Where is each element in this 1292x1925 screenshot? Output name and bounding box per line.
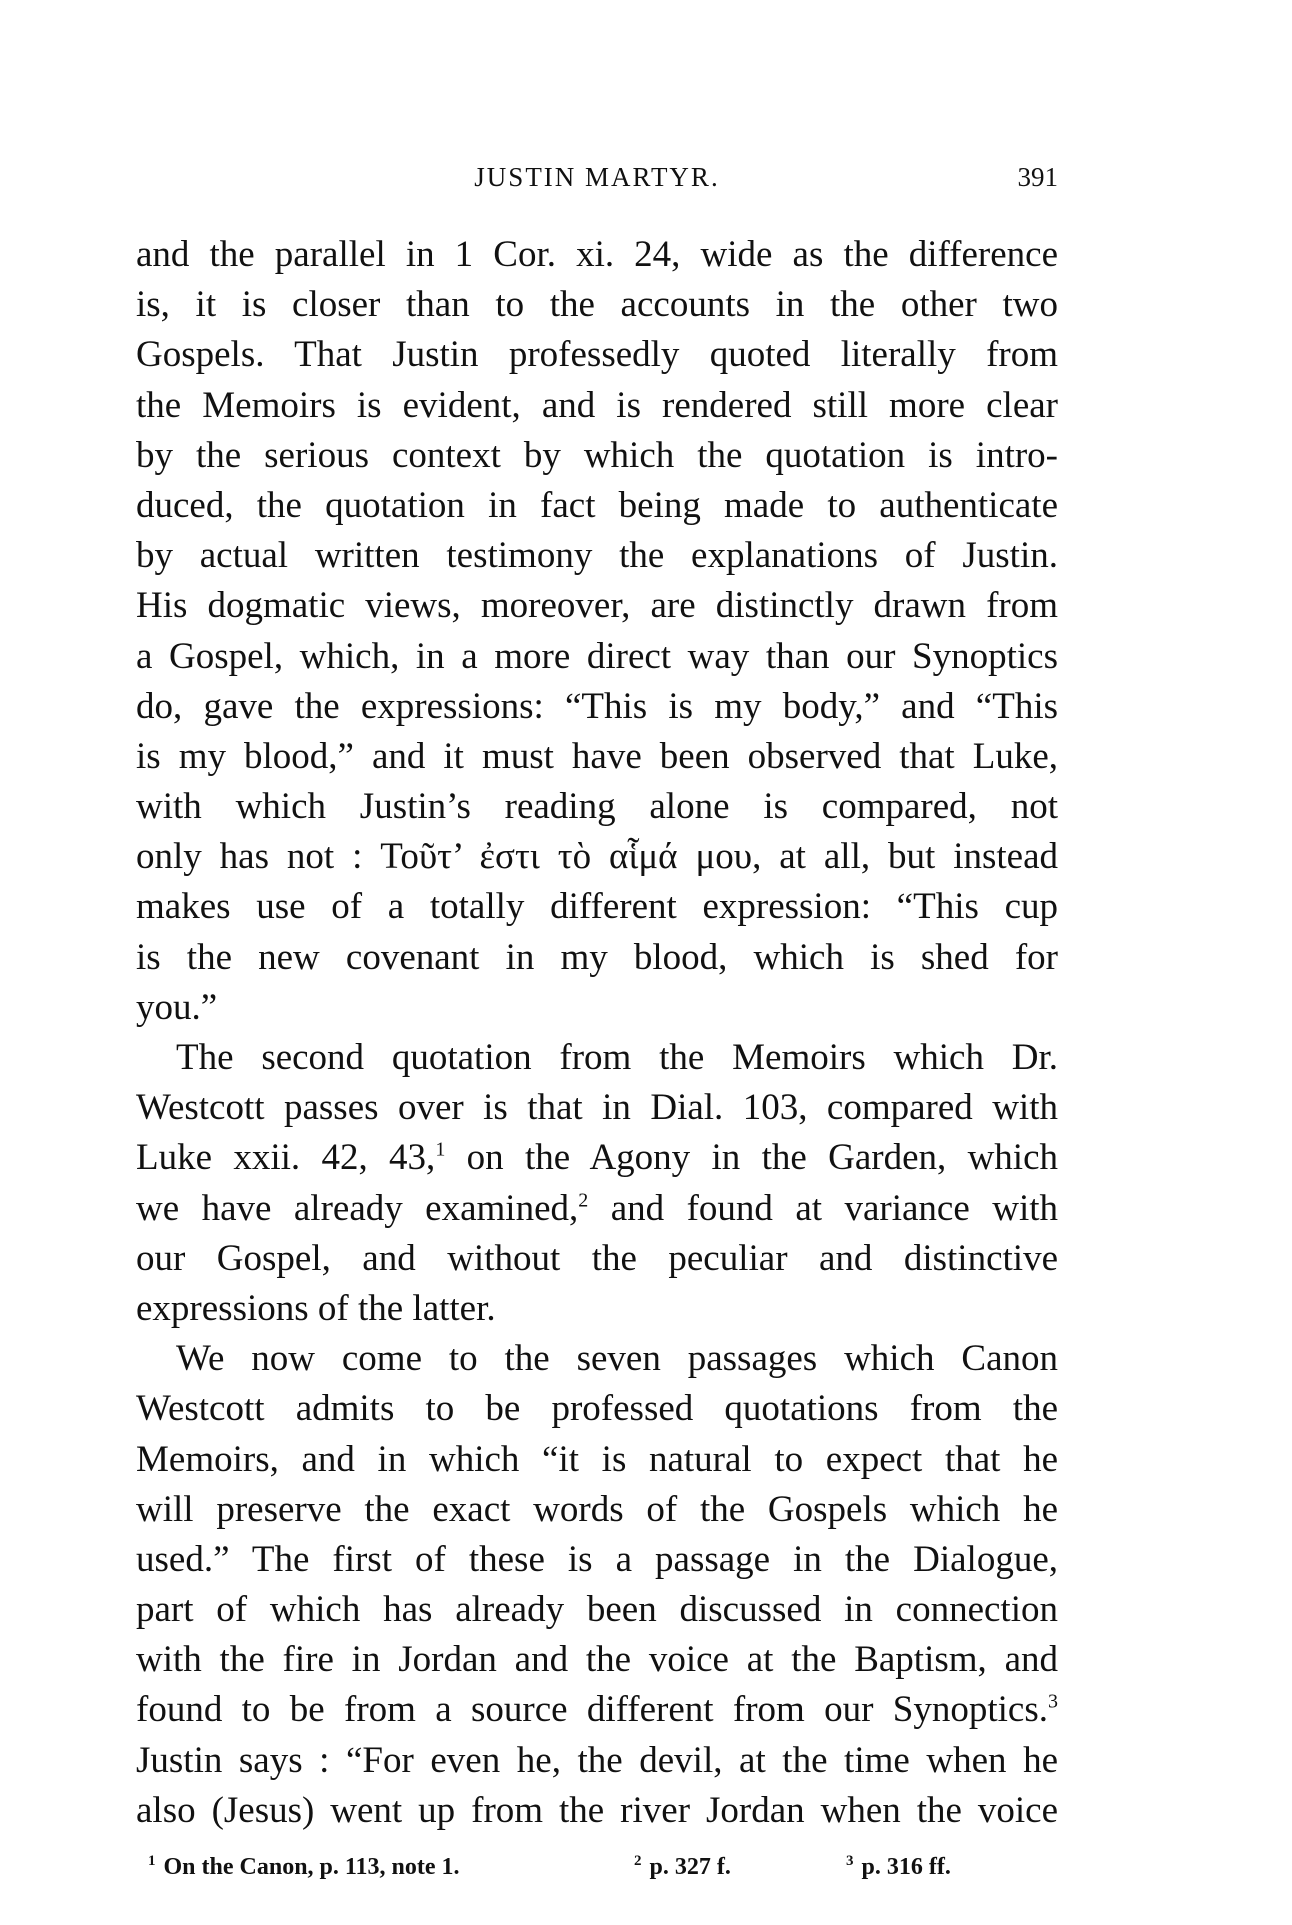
footnote-text: p. 327 f.: [649, 1854, 731, 1880]
text-line: makes use of a totally different expression: “This cup: [136, 886, 1058, 928]
footnote-mark: 2: [634, 1853, 642, 1869]
text-line: is my blood,” and it must have been observed that Luke,: [136, 735, 1058, 777]
text-segment: found to be from a source different from our Synoptics.: [136, 1689, 1048, 1731]
text-line: Westcott admits to be professed quotations from the: [136, 1388, 1058, 1430]
text-line: you.”: [136, 986, 218, 1028]
text-segment: on the Agony in the Garden, which: [466, 1137, 1059, 1179]
body-text: [136, 230, 1058, 1836]
text-line: will preserve the exact words of the Gospels which he: [136, 1488, 1058, 1530]
text-line: Westcott passes over is that in Dial. 103, compared with: [136, 1087, 1058, 1129]
page-header: [136, 162, 1058, 202]
text-line: used.” The first of these is a passage in the Dialogue,: [136, 1538, 1058, 1580]
footnote-ref: 3: [1048, 1691, 1058, 1714]
text-line: also (Jesus) went up from the river Jordan when the voice: [136, 1789, 1058, 1831]
footnote-ref: 2: [578, 1189, 589, 1212]
text-line: the Memoirs is evident, and is rendered still more clear: [136, 384, 1058, 426]
text-line: by actual written testimony the explanations of Justin.: [136, 535, 1058, 577]
text-line: [136, 1184, 1058, 1234]
text-line: [136, 1685, 1058, 1735]
text-line: do, gave the expressions: “This is my body,” and “This: [136, 685, 1058, 727]
text-line: Justin says : “For even he, the devil, at the time when he: [136, 1739, 1058, 1781]
text-line: with which Justin’s reading alone is compared, not: [136, 786, 1058, 828]
text-line: is, it is closer than to the accounts in the other two: [136, 284, 1058, 326]
text-segment: we have already examined,: [136, 1187, 579, 1229]
running-title: JUSTIN MARTYR.: [474, 162, 720, 192]
text-line: a Gospel, which, in a more direct way than our Synoptics: [136, 635, 1058, 677]
footnote: [634, 1853, 731, 1881]
text-line: His dogmatic views, moreover, are distinctly drawn from: [136, 585, 1058, 627]
text-line: duced, the quotation in fact being made to authenticate: [136, 484, 1058, 526]
text-line: expressions of the latter.: [136, 1287, 496, 1329]
footnotes: [148, 1853, 1048, 1887]
text-line: part of which has already been discussed in connection: [136, 1589, 1058, 1631]
footnote-mark: 3: [846, 1853, 854, 1869]
footnote-ref: 1: [435, 1139, 446, 1162]
footnote: [148, 1853, 460, 1881]
text-line: Gospels. That Justin professedly quoted literally from: [136, 334, 1058, 376]
footnote-text: On the Canon, p. 113, note 1.: [163, 1854, 460, 1880]
text-line: The second quotation from the Memoirs which Dr.: [176, 1037, 1058, 1078]
text-segment: Luke xxii. 42, 43,: [136, 1137, 436, 1179]
text-line: [136, 1133, 1058, 1183]
footnote-text: p. 316 ff.: [861, 1854, 951, 1880]
text-line: We now come to the seven passages which Canon: [176, 1338, 1058, 1380]
text-line: is the new covenant in my blood, which is shed for: [136, 936, 1058, 978]
text-line: by the serious context by which the quotation is intro-: [136, 434, 1058, 476]
text-line: our Gospel, and without the peculiar and distinctive: [136, 1237, 1058, 1279]
footnote-mark: 1: [148, 1853, 156, 1869]
page-number: 391: [1017, 162, 1058, 192]
text-line: Memoirs, and in which “it is natural to expect that he: [136, 1438, 1058, 1480]
footnote: [846, 1853, 951, 1881]
text-line-greek: only has not : Τοῦτ’ ἐστι τὸ αἷμά μου, at all, but instead: [136, 836, 1058, 878]
text-line: with the fire in Jordan and the voice at the Baptism, and: [136, 1639, 1058, 1681]
text-segment: and found at variance with: [610, 1187, 1059, 1229]
text-line: and the parallel in 1 Cor. xi. 24, wide as the difference: [136, 234, 1058, 275]
